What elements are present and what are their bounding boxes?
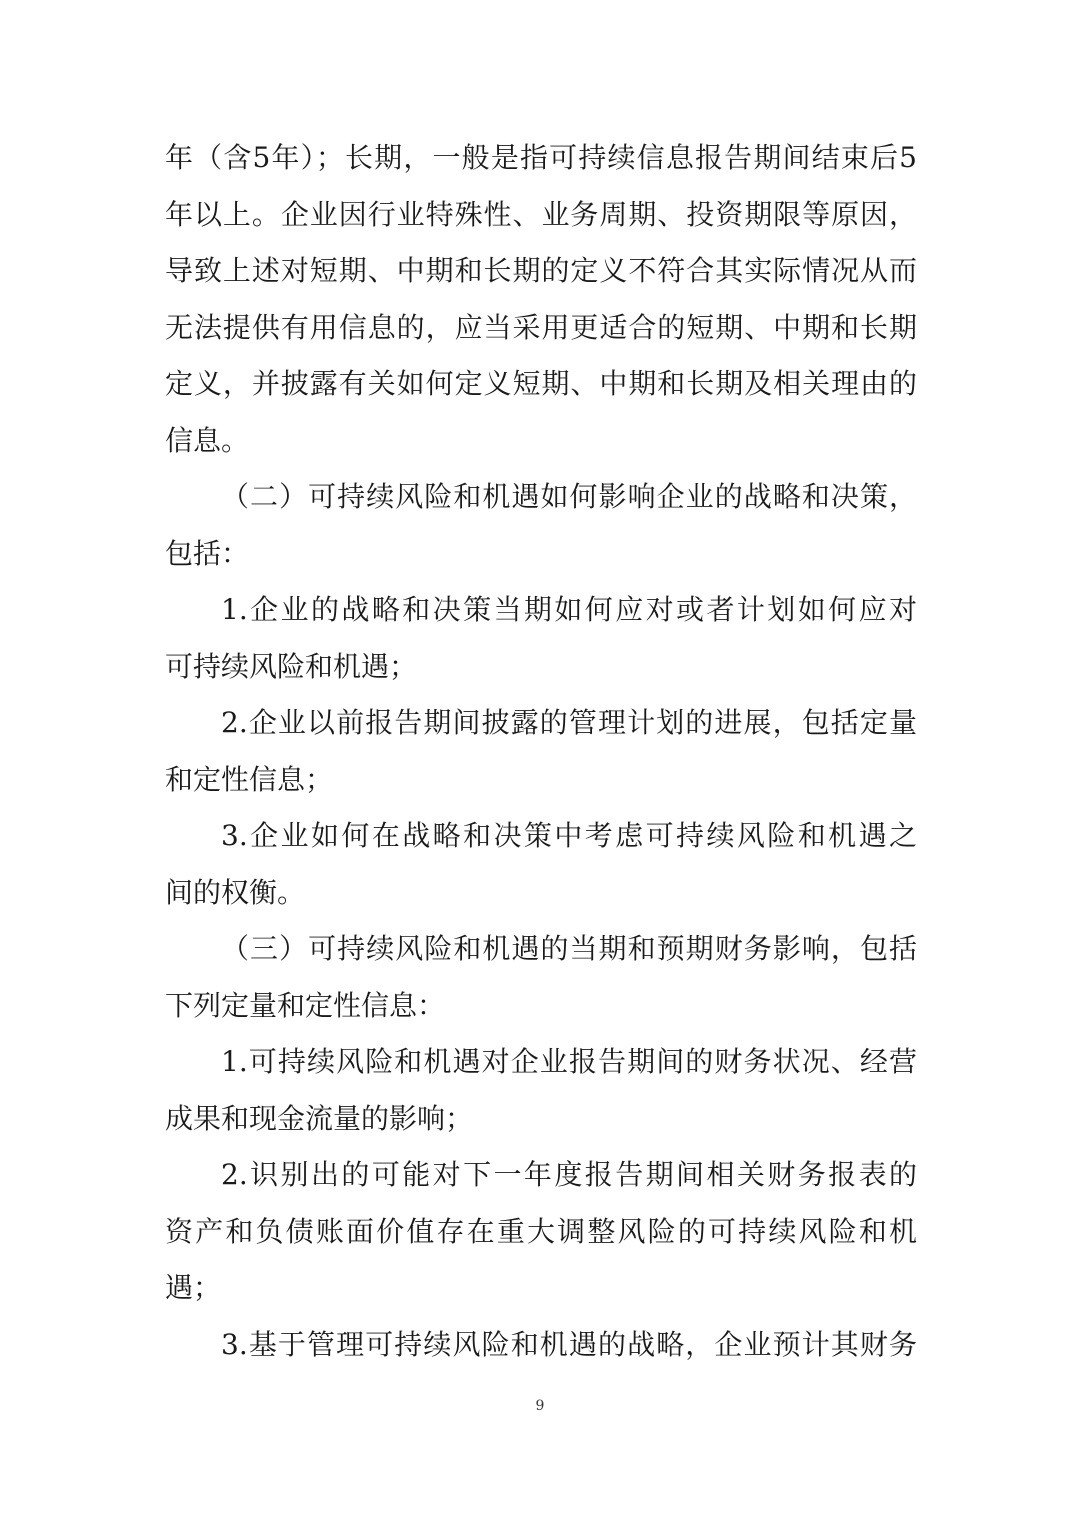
text-line: 信息。 [165, 423, 250, 457]
text-line: 包括： [165, 536, 250, 570]
list-item: 1.企业的战略和决策当期如何应对或者计划如何应对 [221, 593, 917, 626]
list-item: 2.企业以前报告期间披露的管理计划的进展，包括定量 [221, 706, 917, 739]
text-line: 资产和负债账面价值存在重大调整风险的可持续风险和机 [165, 1214, 917, 1248]
page-number: 9 [535, 1398, 545, 1414]
text-line: 年（含5年）；长期，一般是指可持续信息报告期间结束后5 [165, 141, 917, 174]
text-line: 可持续风险和机遇； [165, 649, 418, 683]
text-line: 和定性信息； [165, 762, 334, 796]
text-line: 成果和现金流量的影响； [165, 1101, 474, 1135]
text-line: 遇； [165, 1271, 222, 1304]
list-item: 1.可持续风险和机遇对企业报告期间的财务状况、经营 [221, 1045, 917, 1078]
list-item: 2.识别出的可能对下一年度报告期间相关财务报表的 [221, 1158, 917, 1191]
text-line: 导致上述对短期、中期和长期的定义不符合其实际情况从而 [165, 254, 917, 287]
text-line: 间的权衡。 [165, 875, 306, 909]
list-item: 3.企业如何在战略和决策中考虑可持续风险和机遇之 [221, 819, 917, 852]
list-item: 3.基于管理可持续风险和机遇的战略，企业预计其财务 [221, 1327, 917, 1361]
body-text [165, 130, 917, 1373]
text-line: 无法提供有用信息的，应当采用更适合的短期、中期和长期 [165, 310, 917, 344]
text-line: 定义，并披露有关如何定义短期、中期和长期及相关理由的 [165, 367, 917, 400]
text-line: 下列定量和定性信息： [165, 988, 446, 1022]
section-heading: （二）可持续风险和机遇如何影响企业的战略和决策， [221, 480, 917, 513]
text-line: 年以上。企业因行业特殊性、业务周期、投资期限等原因， [165, 197, 917, 231]
section-heading: （三）可持续风险和机遇的当期和预期财务影响，包括 [221, 932, 917, 965]
